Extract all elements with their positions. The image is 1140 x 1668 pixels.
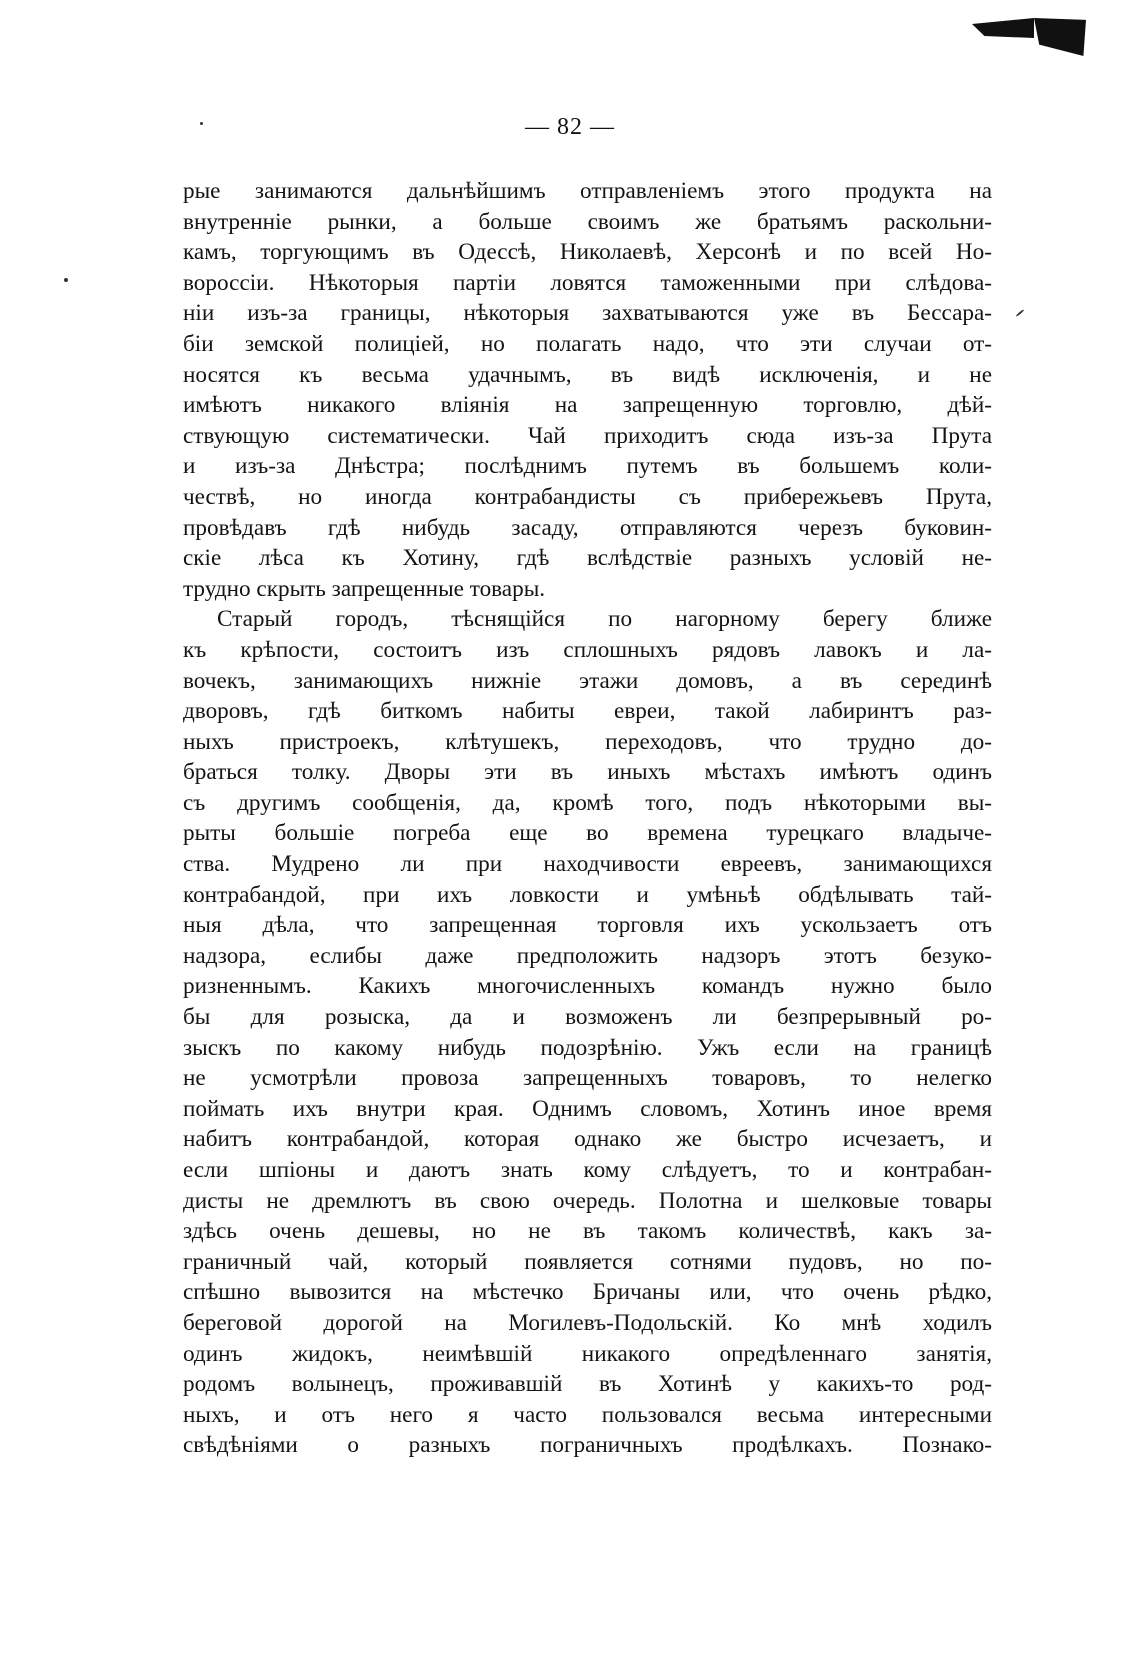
page-number: — 82 — (525, 114, 615, 140)
text-line: поймать ихъ внутри края. Однимъ словомъ, Хотинъ иное время (183, 1095, 992, 1122)
text-line: внутренніе рынки, а больше своимъ же братьямъ раскольни- (183, 208, 992, 235)
text-line: вороссіи. Нѣкоторыя партіи ловятся таможенными при слѣдова- (183, 269, 992, 296)
text-line: носятся къ весьма удачнымъ, въ видѣ исключенія, и не (183, 361, 992, 388)
text-line: надзора, еслибы даже предположить надзоръ этотъ безуко- (183, 942, 992, 969)
text-line: рые занимаются дальнѣйшимъ отправленіемъ этого продукта на (183, 178, 992, 204)
text-line: провѣдавъ гдѣ нибудь засаду, отправляются черезъ буковин- (183, 514, 992, 541)
text-line: бы для розыска, да и возможенъ ли безпрерывный ро- (183, 1004, 992, 1031)
text-line: вочекъ, занимающихъ нижніе этажи домовъ, а въ серединѣ (183, 667, 992, 694)
text-line: граничный чай, который появляется сотнями пудовъ, но по- (183, 1248, 992, 1275)
text-line: чествѣ, но иногда контрабандисты съ прибережьевъ Прута, (183, 483, 992, 510)
scan-artifact-mark (972, 18, 1034, 38)
text-line: родомъ волынецъ, проживавшій въ Хотинѣ у какихъ-то род- (183, 1371, 992, 1398)
scan-speck (64, 278, 68, 282)
text-line: спѣшно вывозится на мѣстечко Бричаны или, что очень рѣдко, (183, 1279, 992, 1306)
text-line: біи земской полиціей, но полагать надо, что эти случаи от- (183, 330, 992, 357)
scan-artifact-mark (1034, 18, 1086, 56)
text-line: дисты не дремлютъ въ свою очередь. Полотна и шелковые товары (183, 1187, 992, 1214)
scan-speck (1016, 309, 1025, 317)
text-line: если шпіоны и даютъ знать кому слѣдуетъ, то и контрабан- (183, 1157, 992, 1183)
text-line: здѣсь очень дешевы, но не въ такомъ количествѣ, какъ за- (183, 1218, 992, 1245)
text-line: ныя дѣла, что запрещенная торговля ихъ ускользаетъ отъ (183, 912, 992, 939)
text-line: ныхъ пристроекъ, клѣтушекъ, переходовъ, что трудно до- (183, 728, 992, 755)
text-line: ніи изъ-за границы, нѣкоторыя захватываются уже въ Бессара- (183, 300, 992, 327)
paragraph-end-line: трудно скрыть запрещенные товары. (183, 575, 546, 602)
text-line: ризненнымъ. Какихъ многочисленныхъ командъ нужно было (183, 973, 992, 1000)
text-line: браться толку. Дворы эти въ иныхъ мѣстахъ имѣютъ одинъ (183, 759, 992, 786)
text-line: имѣютъ никакого вліянія на запрещенную торговлю, дѣй- (183, 392, 992, 419)
text-line: контрабандой, при ихъ ловкости и умѣньѣ обдѣлывать тай- (183, 881, 992, 908)
text-line: свѣдѣніями о разныхъ пограничныхъ продѣлкахъ. Познако- (183, 1432, 992, 1459)
text-line: дворовъ, гдѣ биткомъ набиты евреи, такой лабиринтъ раз- (183, 698, 992, 725)
text-line: ствующую систематически. Чай приходитъ сюда изъ-за Прута (183, 422, 992, 449)
text-line: одинъ жидокъ, неимѣвшій никакого опредѣленнаго занятія, (183, 1340, 992, 1367)
text-line: къ крѣпости, состоитъ изъ сплошныхъ рядовъ лавокъ и ла- (183, 636, 992, 663)
paragraph-start-line: Старый городъ, тѣснящійся по нагорному берегу ближе (217, 606, 992, 633)
text-line: ства. Мудрено ли при находчивости евреевъ, занимающихся (183, 851, 992, 878)
text-line: скіе лѣса къ Хотину, гдѣ вслѣдствіе разныхъ условій не- (183, 545, 992, 572)
text-line: набитъ контрабандой, которая однако же быстро исчезаетъ, и (183, 1126, 992, 1153)
text-line: камъ, торгующимъ въ Одессѣ, Николаевѣ, Херсонѣ и по всей Но- (183, 239, 992, 266)
text-line: рыты большіе погреба еще во времена турецкаго владыче- (183, 820, 992, 847)
text-line: ныхъ, и отъ него я часто пользовался весьма интересными (183, 1401, 992, 1428)
text-line: береговой дорогой на Могилевъ-Подольскій. Ко мнѣ ходилъ (183, 1309, 992, 1336)
body-text (183, 176, 992, 1461)
text-line: не усмотрѣли провоза запрещенныхъ товаровъ, то нелегко (183, 1065, 992, 1092)
text-line: и изъ-за Днѣстра; послѣднимъ путемъ въ большемъ коли- (183, 453, 992, 480)
text-line: съ другимъ сообщенія, да, кромѣ того, подъ нѣкоторыми вы- (183, 789, 992, 816)
text-line: зыскъ по какому нибудь подозрѣнію. Ужъ если на границѣ (183, 1034, 992, 1061)
